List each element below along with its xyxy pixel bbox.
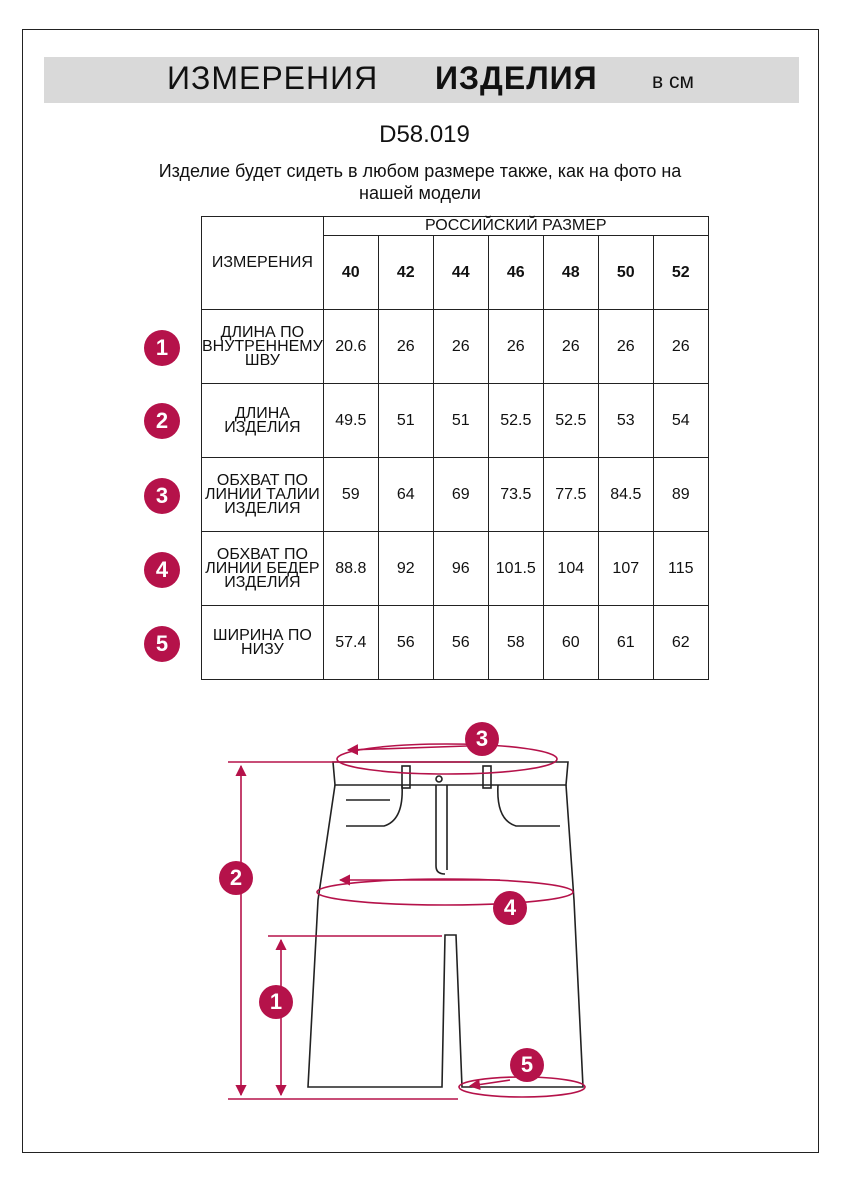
table-cell: 26: [378, 310, 433, 384]
diagram-marker-4: 4: [493, 891, 527, 925]
table-cell: 26: [488, 310, 543, 384]
table-cell: 96: [433, 532, 488, 606]
size-header-cell: 52: [653, 236, 708, 310]
row-number-badge: 1: [144, 330, 180, 366]
table-cell: 88.8: [323, 532, 378, 606]
table-cell: 53: [598, 384, 653, 458]
table-cell: 64: [378, 458, 433, 532]
table-cell: 51: [433, 384, 488, 458]
table-cell: 56: [433, 606, 488, 680]
diagram-marker-2: 2: [219, 861, 253, 895]
table-cell: 73.5: [488, 458, 543, 532]
header-unit: в см: [652, 70, 694, 93]
table-cell: 62: [653, 606, 708, 680]
table-cell: 56: [378, 606, 433, 680]
table-row: [202, 458, 709, 532]
row-label: ДЛИНА ИЗДЕЛИЯ: [202, 384, 324, 458]
shorts-outline: [308, 762, 583, 1087]
size-group-header: РОССИЙСКИЙ РАЗМЕР: [323, 217, 708, 236]
table-cell: 92: [378, 532, 433, 606]
row-number-badge: 2: [144, 403, 180, 439]
size-header-cell: 50: [598, 236, 653, 310]
row-label: ОБХВАТ ПО ЛИНИИ ТАЛИИ ИЗДЕЛИЯ: [202, 458, 324, 532]
table-corner-label: ИЗМЕРЕНИЯ: [202, 217, 324, 310]
table-cell: 54: [653, 384, 708, 458]
row-number-badge: 5: [144, 626, 180, 662]
diagram-marker-3: 3: [465, 722, 499, 756]
table-row: [202, 310, 709, 384]
table-cell: 89: [653, 458, 708, 532]
table-cell: 57.4: [323, 606, 378, 680]
size-header-cell: 40: [323, 236, 378, 310]
table-cell: 52.5: [488, 384, 543, 458]
table-cell: 26: [543, 310, 598, 384]
row-label: ДЛИНА ПО ВНУТРЕННЕМУ ШВУ: [202, 310, 324, 384]
header-title-word2: ИЗДЕЛИЯ: [435, 60, 598, 96]
table-cell: 26: [653, 310, 708, 384]
table-cell: 101.5: [488, 532, 543, 606]
table-cell: 52.5: [543, 384, 598, 458]
size-header-cell: 46: [488, 236, 543, 310]
size-header-cell: 42: [378, 236, 433, 310]
table-cell: 84.5: [598, 458, 653, 532]
table-row: [202, 532, 709, 606]
table-cell: 59: [323, 458, 378, 532]
table-cell: 107: [598, 532, 653, 606]
table-cell: 20.6: [323, 310, 378, 384]
row-number-badge: 4: [144, 552, 180, 588]
table-cell: 115: [653, 532, 708, 606]
shorts-measurement-diagram: [0, 700, 849, 1120]
table-cell: 104: [543, 532, 598, 606]
measure-lines: [228, 744, 585, 1099]
table-cell: 61: [598, 606, 653, 680]
fit-note: Изделие будет сидеть в любом размере также, как на фото на нашей модели: [158, 161, 682, 203]
article-number: D58.019: [379, 121, 470, 148]
header-title-word1: ИЗМЕРЕНИЯ: [167, 60, 379, 96]
row-label: ОБХВАТ ПО ЛИНИИ БЕДЕР ИЗДЕЛИЯ: [202, 532, 324, 606]
size-table: [201, 216, 709, 680]
table-cell: 77.5: [543, 458, 598, 532]
row-label: ШИРИНА ПО НИЗУ: [202, 606, 324, 680]
table-cell: 60: [543, 606, 598, 680]
diagram-marker-5: 5: [510, 1048, 544, 1082]
diagram-marker-1: 1: [259, 985, 293, 1019]
size-header-cell: 44: [433, 236, 488, 310]
table-row: [202, 606, 709, 680]
table-cell: 26: [598, 310, 653, 384]
table-cell: 69: [433, 458, 488, 532]
table-cell: 26: [433, 310, 488, 384]
table-row: [202, 384, 709, 458]
table-cell: 58: [488, 606, 543, 680]
table-cell: 49.5: [323, 384, 378, 458]
size-header-cell: 48: [543, 236, 598, 310]
table-cell: 51: [378, 384, 433, 458]
row-number-badge: 3: [144, 478, 180, 514]
